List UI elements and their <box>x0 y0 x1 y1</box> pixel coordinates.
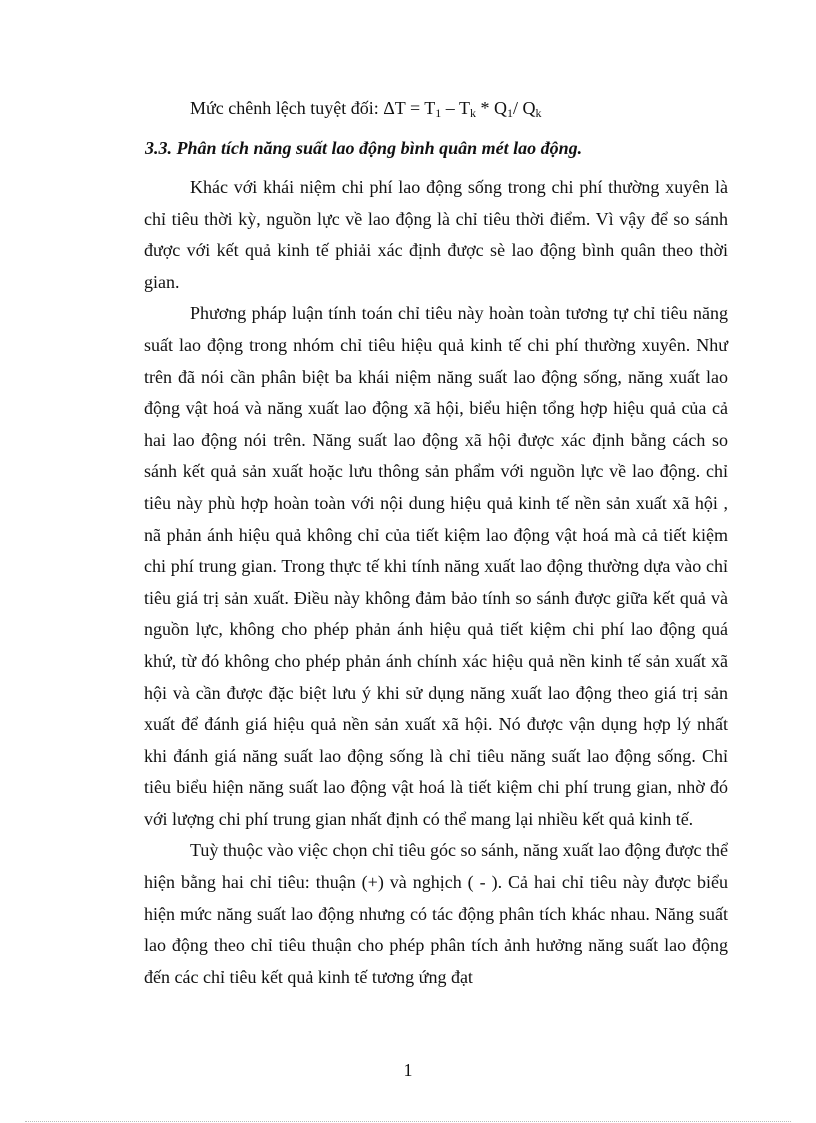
formula-subscript: 1 <box>435 106 442 120</box>
paragraph: Tuỳ thuộc vào việc chọn chỉ tiêu góc so sánh, năng xuất lao động được thể hiện bằng hai chỉ tiêu: thuận (+) và nghịch ( - ). Cả hai chỉ tiêu này được biểu hiện mức năng suất lao động nhưng có tác động phân tích khác nhau. Năng suất lao động theo chỉ tiêu thuận cho phép phân tích ảnh hưởng năng suất lao động đến các chỉ tiêu kết quả kinh tế tương ứng đạt <box>144 840 728 987</box>
formula-prefix: Mức chênh lệch tuyệt đối: ΔT = T <box>190 98 436 118</box>
formula-part: / Q <box>512 98 536 118</box>
paragraph: Khác với khái niệm chi phí lao động sống trong chi phí thường xuyên là chỉ tiêu thời kỳ, nguồn lực về lao động là chỉ tiêu thời điểm. Vì vậy để so sánh được với kết quả kinh tế phiải xác định được sè lao động bình quân theo thời gian. <box>144 177 728 292</box>
page-number: 1 <box>403 1060 413 1080</box>
paragraph: Phương pháp luận tính toán chỉ tiêu này hoàn toàn tương tự chỉ tiêu năng suất lao động trong nhóm chỉ tiêu hiệu quả kinh tế chi phí thường xuyên. Như trên đã nói cần phân biệt ba khái niệm năng suất lao động sống, năng xuất lao động vật hoá và năng xuất lao động xã hội, biểu hiện tổng hợp hiệu quả của cả hai lao động nói trên. Năng suất lao động xã hội được xác định bằng cách so sánh kết quả sản xuất hoặc lưu thông sản phẩm với nguồn lực về lao động. chỉ tiêu này phù hợp hoàn toàn với nội dung hiệu quả kinh tế nền sản xuất xã hội , nã phản ánh hiệu quả không chỉ của tiết kiệm lao động vật hoá mà cả tiết kiệm chi phí trung gian. Trong thực tế khi tính năng xuất lao động thường dựa vào chỉ tiêu giá trị sản xuất. Điều này không đảm bảo tính so sánh được giữa kết quả và nguồn lực, không cho phép phản ánh hiệu quả tiết kiệm chi phí lao động quá khứ, từ đó không cho phép phản ánh chính xác hiệu quả nền kinh tế sản xuất xã hội và cần được đặc biệt lưu ý khi sử dụng năng xuất lao động theo giá trị sản xuất để đánh giá hiệu quả nền sản xuất xã hội. Nó được vận dụng hợp lý nhất khi đánh giá năng suất lao động sống là chỉ tiêu năng suất lao động sống. Chỉ tiêu biểu hiện năng suất lao động vật hoá là tiết kiệm chi phí trung gian, nhờ đó với lượng chi phí trung gian nhất định có thể mang lại nhiều kết quả kinh tế. <box>144 303 728 829</box>
section-heading: 3.3. Phân tích năng suất lao động bình quân mét lao động. <box>145 138 583 158</box>
formula-subscript: k <box>469 106 476 120</box>
footer-divider <box>25 1121 791 1122</box>
formula-part: * Q <box>475 98 507 118</box>
formula-line <box>190 98 541 121</box>
formula-subscript: 1 <box>506 106 513 120</box>
body-text <box>144 172 728 993</box>
formula-subscript: k <box>535 106 542 120</box>
formula-part: – T <box>441 98 470 118</box>
